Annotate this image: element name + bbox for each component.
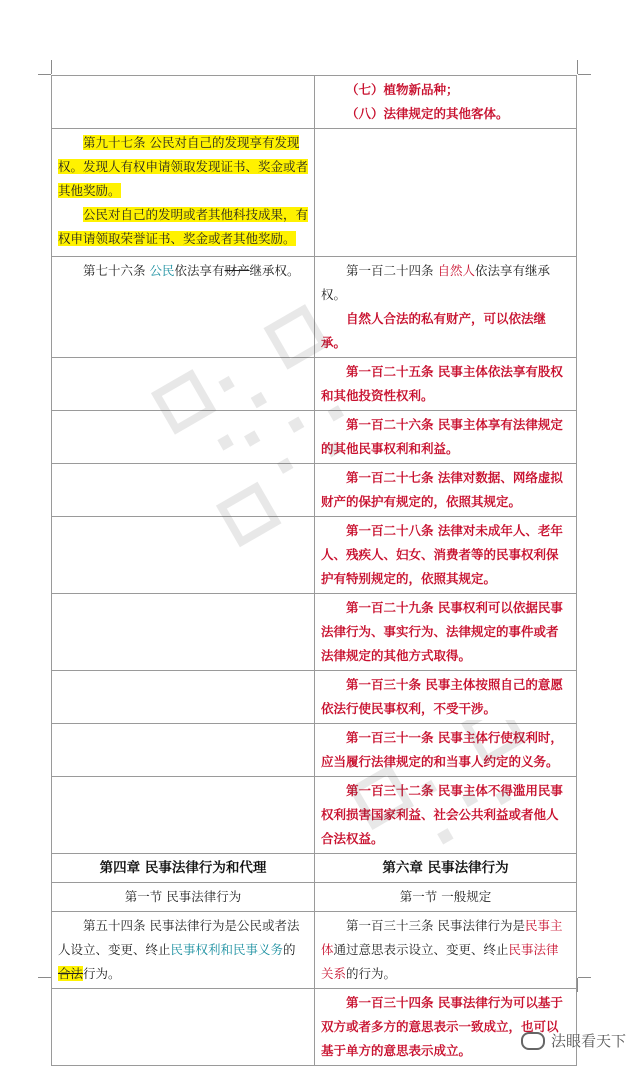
chapter-title: 第四章 民事法律行为和代理 bbox=[99, 860, 267, 876]
article-text bbox=[321, 914, 570, 986]
wechat-logo-icon bbox=[521, 1032, 545, 1050]
right-cell bbox=[315, 912, 577, 989]
crop-mark bbox=[51, 60, 52, 74]
crop-mark bbox=[577, 978, 578, 992]
article-text-part: 依法享有继承权。 bbox=[321, 263, 551, 302]
crop-mark bbox=[578, 977, 591, 978]
deleted-term: 财产 bbox=[224, 263, 250, 278]
left-cell bbox=[52, 883, 315, 912]
right-cell bbox=[315, 358, 577, 411]
right-cell bbox=[315, 76, 577, 129]
article-text bbox=[321, 259, 570, 307]
left-cell bbox=[52, 724, 315, 777]
article-paragraph: 第一百三十一条 民事主体行使权利时，应当履行法律规定的和当事人约定的义务。 bbox=[321, 730, 563, 769]
section-title: 第一节 民事法律行为 bbox=[124, 889, 242, 904]
right-cell bbox=[315, 854, 577, 883]
table-row bbox=[52, 517, 577, 594]
table-row bbox=[52, 358, 577, 411]
left-cell bbox=[52, 129, 315, 257]
table-row bbox=[52, 257, 577, 358]
article-text-part: 通过意思表示设立、变更、终止 bbox=[333, 942, 509, 957]
article-paragraph: 第一百二十九条 民事权利可以依据民事法律行为、事实行为、法律规定的事件或者法律规定的其他方式取得。 bbox=[321, 600, 563, 663]
right-cell bbox=[315, 129, 577, 257]
left-cell bbox=[52, 594, 315, 671]
right-cell bbox=[315, 257, 577, 358]
left-cell bbox=[52, 777, 315, 854]
crop-mark bbox=[38, 977, 51, 978]
article-number: 第一百二十四条 bbox=[346, 263, 438, 278]
right-cell bbox=[315, 989, 577, 1066]
table-row bbox=[52, 129, 577, 257]
article-text-part: 第五十四条 民事法律行为是公民或者法人设立、变更、终止 bbox=[58, 918, 300, 957]
changed-term: 民事法律关系 bbox=[321, 942, 559, 981]
left-cell bbox=[52, 517, 315, 594]
deleted-term: 合法 bbox=[58, 966, 84, 981]
left-cell bbox=[52, 257, 315, 358]
comparison-table bbox=[51, 75, 577, 1066]
right-cell bbox=[315, 671, 577, 724]
article-paragraph bbox=[58, 203, 308, 251]
right-cell bbox=[315, 411, 577, 464]
article-paragraph: 第一百二十七条 法律对数据、网络虚拟财产的保护有规定的，依照其规定。 bbox=[321, 470, 563, 509]
table-row bbox=[52, 464, 577, 517]
changed-term: 民事权利和民事义务 bbox=[170, 942, 284, 957]
article-paragraph: 第一百三十二条 民事主体不得滥用民事权利损害国家利益、社会公共利益或者他人合法权益。 bbox=[321, 783, 563, 846]
article-text-part: 行为。 bbox=[83, 966, 121, 981]
right-cell bbox=[315, 777, 577, 854]
left-cell bbox=[52, 411, 315, 464]
article-paragraph: （七）植物新品种； bbox=[346, 82, 459, 97]
crop-mark bbox=[577, 60, 578, 74]
article-text bbox=[58, 914, 308, 986]
changed-term: 自然人 bbox=[437, 263, 475, 278]
right-cell bbox=[315, 724, 577, 777]
article-paragraph: 第一百二十六条 民事主体享有法律规定的其他民事权利和利益。 bbox=[321, 417, 563, 456]
table-row bbox=[52, 989, 577, 1066]
right-cell bbox=[315, 464, 577, 517]
article-text-part: 依法享有 bbox=[174, 263, 225, 278]
left-cell bbox=[52, 358, 315, 411]
article-paragraph: 第一百三十四条 民事法律行为可以基于双方或者多方的意思表示一致成立，也可以基于单方的意思表示成立。 bbox=[321, 995, 563, 1058]
right-cell bbox=[315, 517, 577, 594]
chapter-title: 第六章 民事法律行为 bbox=[382, 860, 509, 876]
changed-term: 民事主体 bbox=[321, 918, 563, 957]
section-title: 第一节 一般规定 bbox=[399, 889, 492, 904]
brand-badge bbox=[521, 1030, 626, 1051]
right-cell bbox=[315, 594, 577, 671]
changed-term: 公民 bbox=[149, 263, 175, 278]
left-cell bbox=[52, 989, 315, 1066]
table-row bbox=[52, 411, 577, 464]
left-cell bbox=[52, 854, 315, 883]
brand-name: 法眼看天下 bbox=[550, 1032, 626, 1050]
article-paragraph: 自然人合法的私有财产，可以依法继承。 bbox=[321, 311, 547, 350]
table-row bbox=[52, 724, 577, 777]
article-text-part: 继承权。 bbox=[249, 263, 300, 278]
table-row bbox=[52, 883, 577, 912]
highlighted-text: 公民对自己的发明或者其他科技成果，有权申请领取荣誉证书、奖金或者其他奖励。 bbox=[58, 207, 309, 246]
highlighted-text: 第九十七条 公民对自己的发现享有发现权。发现人有权申请领取发现证书、奖金或者其他奖励。 bbox=[58, 135, 309, 198]
article-paragraph bbox=[58, 131, 308, 203]
article-paragraph: 第一百二十五条 民事主体依法享有股权和其他投资性权利。 bbox=[321, 364, 563, 403]
crop-mark bbox=[38, 74, 51, 75]
left-cell bbox=[52, 464, 315, 517]
table-row bbox=[52, 594, 577, 671]
article-paragraph: 第一百二十八条 法律对未成年人、老年人、残疾人、妇女、消费者等的民事权利保护有特别规定的，依照其规定。 bbox=[321, 523, 563, 586]
article-paragraph: 第一百三十条 民事主体按照自己的意愿依法行使民事权利，不受干涉。 bbox=[321, 677, 563, 716]
article-text-part: 的行为。 bbox=[346, 966, 397, 981]
article-text-part: 第一百三十三条 民事法律行为是 bbox=[346, 918, 525, 933]
left-cell bbox=[52, 76, 315, 129]
table-row bbox=[52, 854, 577, 883]
article-text bbox=[58, 259, 308, 283]
table-row bbox=[52, 912, 577, 989]
left-cell bbox=[52, 671, 315, 724]
table-row bbox=[52, 76, 577, 129]
crop-mark bbox=[578, 74, 591, 75]
left-cell bbox=[52, 912, 315, 989]
article-paragraph: （八）法律规定的其他客体。 bbox=[346, 106, 509, 121]
right-cell bbox=[315, 883, 577, 912]
table-row bbox=[52, 777, 577, 854]
article-number: 第七十六条 bbox=[83, 263, 150, 278]
article-text-part: 的 bbox=[283, 942, 296, 957]
table-row bbox=[52, 671, 577, 724]
